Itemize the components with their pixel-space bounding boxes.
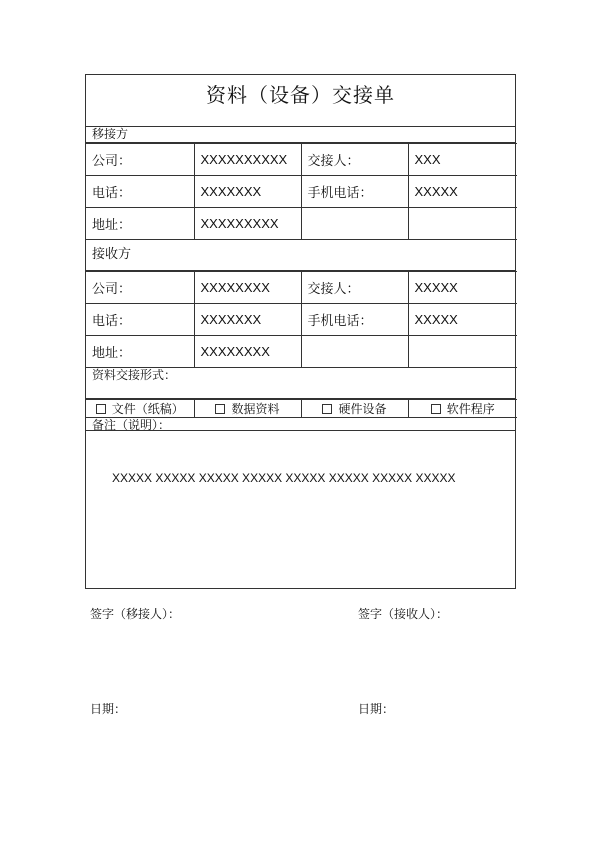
sender-contact-label: 交接人： xyxy=(301,144,408,176)
option-paper-documents[interactable]: 文件（纸稿） xyxy=(86,400,194,418)
receiver-phone-label: 电话： xyxy=(86,304,194,336)
notes-label: 备注（说明）： xyxy=(92,418,171,432)
checkbox-icon xyxy=(431,404,441,414)
receiver-signature-label: 签字（接收人）： xyxy=(358,607,449,621)
sender-company-label: 公司： xyxy=(86,144,194,176)
receiver-row-address xyxy=(86,336,517,368)
sender-empty-value xyxy=(408,208,517,240)
receiver-table xyxy=(86,271,517,368)
checkbox-icon xyxy=(215,404,225,414)
sender-date-label: 日期： xyxy=(90,702,127,716)
notes-header xyxy=(86,415,515,431)
receiver-contact-label: 交接人： xyxy=(301,272,408,304)
sender-phone-label: 电话： xyxy=(86,176,194,208)
sender-row-address xyxy=(86,208,517,240)
sender-table xyxy=(86,143,517,240)
receiver-address-label: 地址： xyxy=(86,336,194,368)
sender-row-company xyxy=(86,144,517,176)
form-title: 资料（设备）交接单 xyxy=(86,75,515,127)
sender-mobile-label: 手机电话： xyxy=(301,176,408,208)
sender-company-value: XXXXXXXXXX xyxy=(194,144,301,176)
receiver-empty-value xyxy=(408,336,517,368)
receiver-company-value: XXXXXXXX xyxy=(194,272,301,304)
sender-phone-value: XXXXXXX xyxy=(194,176,301,208)
sender-address-value: XXXXXXXXX xyxy=(194,208,301,240)
sender-row-phone xyxy=(86,176,517,208)
checkbox-icon xyxy=(96,404,106,414)
option-hardware[interactable]: 硬件设备 xyxy=(301,400,408,418)
option-software[interactable]: 软件程序 xyxy=(408,400,517,418)
receiver-mobile-label: 手机电话： xyxy=(301,304,408,336)
receiver-mobile-value: XXXXX xyxy=(408,304,517,336)
receiver-row-company xyxy=(86,272,517,304)
receiver-company-label: 公司： xyxy=(86,272,194,304)
sender-empty-label xyxy=(301,208,408,240)
receiver-date-label: 日期： xyxy=(358,702,395,716)
receiver-row-phone xyxy=(86,304,517,336)
receiver-section-label: 接收方 xyxy=(86,239,515,271)
receiver-phone-value: XXXXXXX xyxy=(194,304,301,336)
sender-section-label: 移接方 xyxy=(86,127,515,143)
receiver-empty-label xyxy=(301,336,408,368)
sender-address-label: 地址： xyxy=(86,208,194,240)
receiver-contact-value: XXXXX xyxy=(408,272,517,304)
receiver-address-value: XXXXXXXX xyxy=(194,336,301,368)
handover-form xyxy=(85,74,516,589)
handover-form-label: 资料交接形式： xyxy=(86,367,515,399)
checkbox-icon xyxy=(322,404,332,414)
sender-signature-label: 签字（移接人）： xyxy=(90,607,181,621)
sender-contact-value: XXX xyxy=(408,144,517,176)
option-data[interactable]: 数据资料 xyxy=(194,400,301,418)
notes-text: XXXXX XXXXX XXXXX XXXXX XXXXX XXXXX XXXXX XXXXX xyxy=(112,471,456,485)
sender-mobile-value: XXXXX xyxy=(408,176,517,208)
